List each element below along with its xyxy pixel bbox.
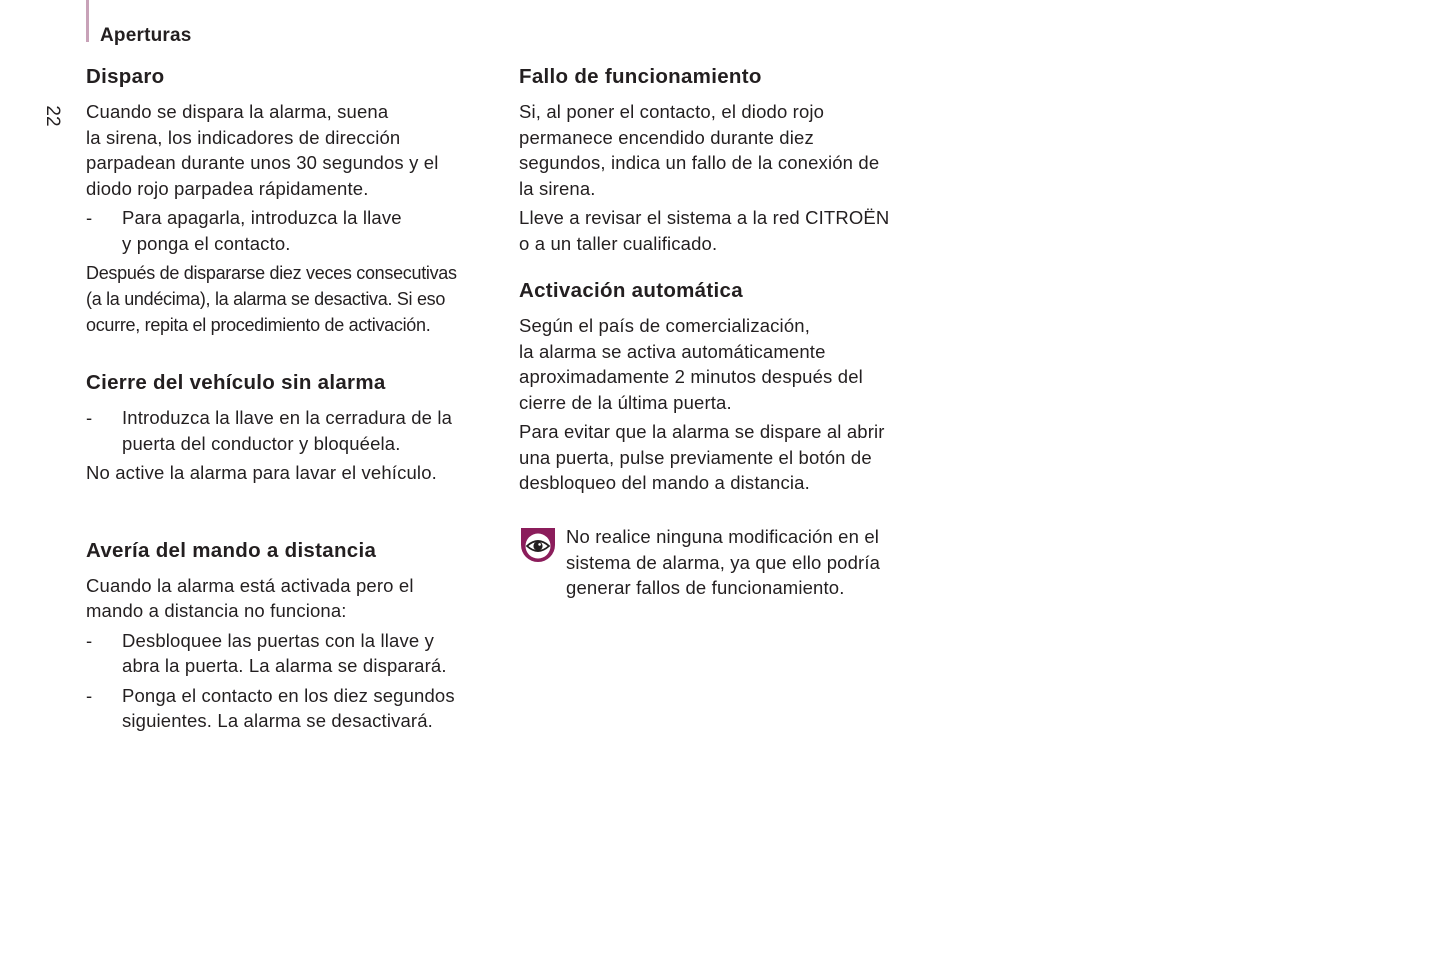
bullet-dash: - [86,629,93,651]
disparo-paragraph-1: Cuando se dispara la alarma, suena la sirena, los indicadores de dirección parpadean durante unos 30 segundos y el diodo rojo parpadea rápidamente. [86,101,439,199]
averia-paragraph-1: Cuando la alarma está activada pero el mando a distancia no funciona: [86,574,414,621]
activacion-paragraph-1: Según el país de comercialización, la alarma se activa automáticamente aproximadamente 2 minutos después del cierre de la última puerta. [519,315,863,413]
heading-disparo: Disparo [86,65,165,88]
averia-bullet-2: - Ponga el contacto en los diez segundos siguientes. La alarma se desactivará. [86,683,501,734]
left-column [86,62,501,734]
heading-averia: Avería del mando a distancia [86,538,377,562]
heading-fallo: Fallo de funcionamiento [519,65,762,88]
fallo-paragraph-2: Lleve a revisar el sistema a la red CITROËN o a un taller cualificado. [519,207,890,254]
heading-activacion: Activación automática [519,279,743,302]
bullet-dash: - [86,207,93,228]
header-accent-bar [86,0,89,42]
eye-icon [519,526,557,564]
fallo-paragraph-1: Si, al poner el contacto, el diodo rojo permanece encendido durante diez segundos, indica un fallo de la conexión de la sirena. [519,101,880,199]
cierre-bullet-1: - Introduzca la llave en la cerradura de la puerta del conductor y bloquéela. [86,405,501,456]
heading-cierre: Cierre del vehículo sin alarma [86,371,386,394]
section-title: Aperturas [100,25,192,46]
warning-note [519,524,939,601]
disparo-bullet-1: - Para apagarla, introduzca la llave y ponga el contacto. [86,205,501,256]
activacion-paragraph-2: Para evitar que la alarma se dispare al abrir una puerta, pulse previamente el botón de desbloqueo del mando a distancia. [519,421,885,493]
bullet-dash: - [86,684,93,706]
cierre-paragraph-1: No active la alarma para lavar el vehículo. [86,462,437,483]
page-number: 22 [42,105,63,127]
right-column [519,62,934,496]
bullet-dash: - [86,407,93,428]
averia-bullet-1: - Desbloquee las puertas con la llave y abra la puerta. La alarma se disparará. [86,628,501,679]
note-text: No realice ninguna modificación en el sistema de alarma, ya que ello podría generar fallos de funcionamiento. [566,526,881,598]
disparo-paragraph-2: Después de dispararse diez veces consecutivas (a la undécima), la alarma se desactiva. Si eso ocurre, repita el procedimiento de activación. [86,263,457,335]
